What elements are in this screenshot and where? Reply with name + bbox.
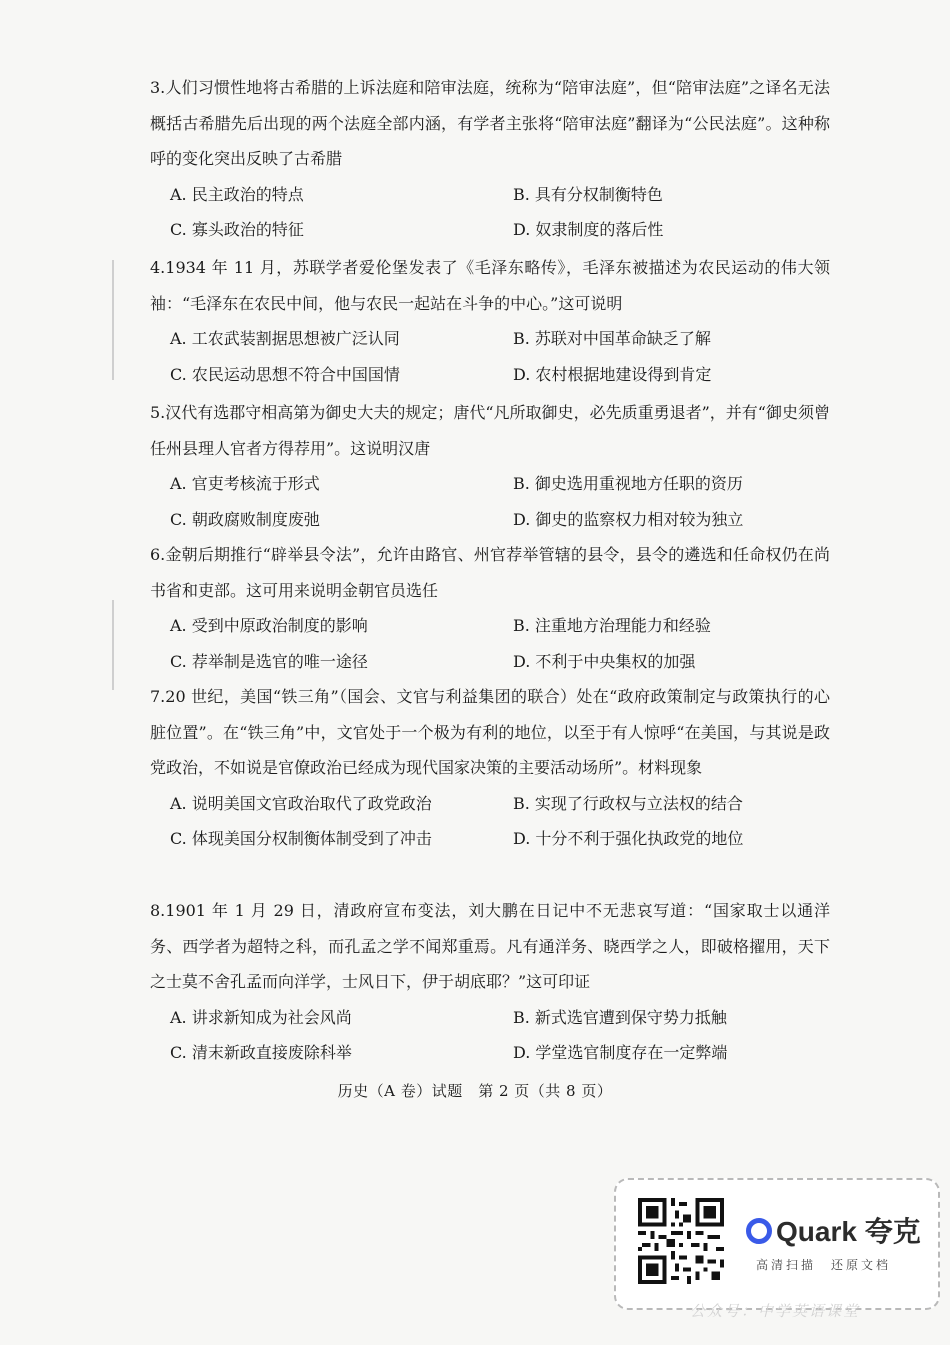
- option-b: B. 御史选用重视地方任职的资历: [513, 474, 743, 493]
- qr-code-icon: [638, 1198, 724, 1284]
- option-d: D. 御史的监察权力相对较为独立: [513, 509, 744, 529]
- quark-scan-badge[interactable]: [614, 1178, 940, 1310]
- option-b: B. 新式选官遭到保守势力抵触: [513, 1007, 727, 1027]
- option-a: A. 官吏考核流于形式: [170, 474, 320, 493]
- option-d: D. 奴隶制度的落后性: [513, 220, 664, 239]
- question-stem: 3.人们习惯性地将古希腊的上诉法庭和陪审法庭，统称为“陪审法庭”，但“陪审法庭”之译名无法概括古希腊先后出现的两个法庭全部内涵，有学者主张将“陪审法庭”翻译为“公民法庭”。这种称呼的变化突出反映了古希腊: [150, 78, 830, 168]
- question-stem: 6.金朝后期推行“辟举县令法”，允许由路官、州官荐举管辖的县令，县令的遴选和任命权仍在尚书省和吏部。这可用来说明金朝官员选任: [150, 545, 830, 600]
- question-7: [150, 679, 830, 857]
- option-d: D. 不利于中央集权的加强: [513, 651, 696, 671]
- option-b: B. 具有分权制衡特色: [513, 184, 663, 204]
- option-a: A. 说明美国文官政治取代了政党政治: [170, 793, 432, 813]
- question-stem: 7.20 世纪，美国“铁三角”（国会、文官与利益集团的联合）处在“政府政策制定与政策执行的心脏位置”。在“铁三角”中，文官处于一个极为有利的地位，以至于有人惊呼“在美国，与其说是政党政治，不如说是官僚政治已经成为现代国家决策的主要活动场所”。材料现象: [150, 687, 830, 777]
- quark-logo-icon: [746, 1218, 772, 1244]
- option-a: A. 讲求新知成为社会风尚: [170, 1007, 352, 1027]
- option-b: B. 苏联对中国革命缺乏了解: [513, 329, 711, 348]
- question-stem: 8.1901 年 1 月 29 日，清政府宣布变法，刘大鹏在日记中不无悲哀写道：“国家取士以通洋务、西学者为超特之科，而孔孟之学不闻郑重焉。凡有通洋务、晓西学之人，即破格擢用，天下之士莫不舍孔孟而向洋学，士风日下，伊于胡底耶？”这可印证: [150, 901, 830, 991]
- question-6: [150, 537, 830, 679]
- option-c: C. 荐举制是选官的唯一途径: [170, 651, 368, 671]
- option-c: C. 寡头政治的特征: [170, 220, 304, 239]
- quark-tagline: 高清扫描 还原文档: [756, 1258, 892, 1272]
- option-a: A. 受到中原政治制度的影响: [170, 616, 368, 635]
- option-b: B. 注重地方治理能力和经验: [513, 616, 711, 635]
- binding-margin-line: [112, 260, 114, 380]
- option-a: A. 工农武装割据思想被广泛认同: [170, 329, 400, 348]
- page-footer: 历史（A 卷）试题 第 2 页（共 8 页）: [337, 1082, 613, 1100]
- question-stem: 4.1934 年 11 月，苏联学者爱伦堡发表了《毛泽东略传》，毛泽东被描述为农民运动的伟大领袖：“毛泽东在农民中间，他与农民一起站在斗争的中心。”这可说明: [150, 258, 830, 313]
- option-d: D. 学堂选官制度存在一定弊端: [513, 1043, 728, 1062]
- option-c: C. 清末新政直接废除科举: [170, 1043, 352, 1062]
- binding-margin-line: [112, 600, 114, 690]
- option-c: C. 体现美国分权制衡体制受到了冲击: [170, 829, 432, 848]
- option-d: D. 十分不利于强化执政党的地位: [513, 829, 744, 848]
- option-b: B. 实现了行政权与立法权的结合: [513, 793, 743, 813]
- option-d: D. 农村根据地建设得到肯定: [513, 364, 712, 384]
- quark-brand: Quark 夸克: [746, 1210, 921, 1250]
- question-stem: 5.汉代有选郡守相高第为御史大夫的规定；唐代“凡所取御史，必先质重勇退者”，并有“御史须曾任州县理人官者方得荐用”。这说明汉唐: [150, 403, 830, 458]
- option-c: C. 农民运动思想不符合中国国情: [170, 364, 400, 384]
- question-3: [150, 70, 830, 248]
- question-5: [150, 395, 830, 537]
- option-c: C. 朝政腐败制度废弛: [170, 509, 320, 529]
- option-a: A. 民主政治的特点: [170, 184, 304, 204]
- question-8: [150, 893, 830, 1071]
- watermark: 公众号：中学英语课堂: [690, 1302, 861, 1320]
- question-4: [150, 250, 830, 392]
